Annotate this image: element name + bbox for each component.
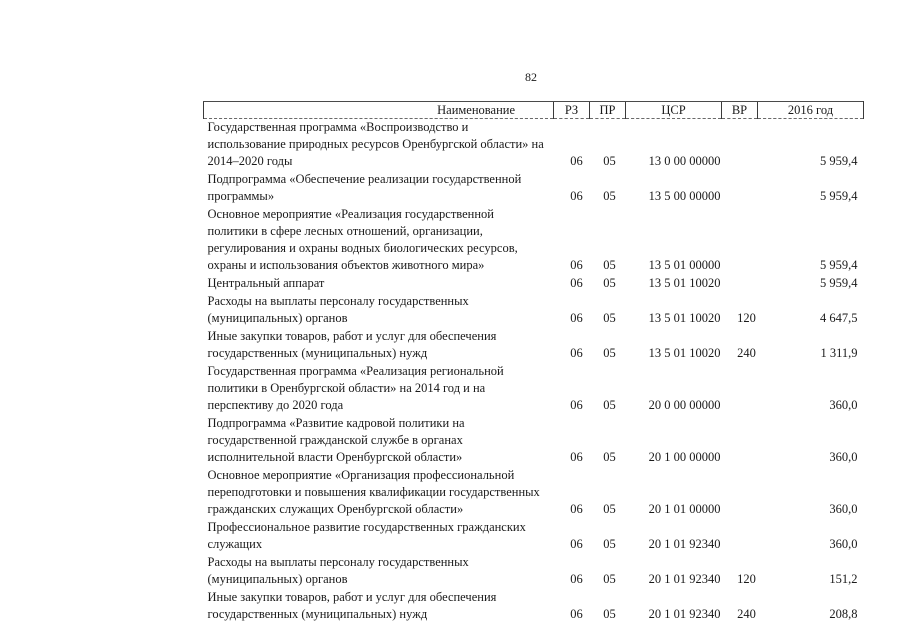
row-rz: 06 (570, 450, 583, 464)
row-name: Расходы на выплаты персоналу государственных (муниципальных) органов (207, 294, 469, 325)
row-pr: 05 (603, 502, 616, 516)
table-row (204, 363, 864, 415)
page-number: 82 (525, 70, 537, 84)
row-rz: 06 (570, 398, 583, 412)
header-vr: ВР (722, 102, 758, 119)
table-row (204, 554, 864, 589)
row-vr: 120 (737, 572, 756, 586)
row-name: Основное мероприятие «Организация профессиональной переподготовки и повышения квалификации государственных гражданских служащих Оренбургской области» (207, 468, 540, 516)
row-name: Иные закупки товаров, работ и услуг для обеспечения государственных (муниципальных) нужд (207, 329, 497, 360)
header-rz: РЗ (554, 102, 590, 119)
row-sum: 5 959,4 (820, 258, 858, 272)
row-sum: 208,8 (829, 607, 858, 621)
row-pr: 05 (603, 258, 616, 272)
row-pr: 05 (603, 398, 616, 412)
row-csr: 13 5 00 00000 (648, 189, 721, 203)
row-csr: 13 5 01 10020 (648, 276, 721, 290)
header-sum: 2016 год (758, 102, 864, 119)
row-pr: 05 (603, 450, 616, 464)
row-csr: 13 5 01 10020 (648, 346, 721, 360)
header-row (204, 102, 864, 119)
row-rz: 06 (570, 189, 583, 203)
row-name: Подпрограмма «Обеспечение реализации государственной программы» (207, 172, 522, 203)
row-csr: 20 1 00 00000 (648, 450, 721, 464)
table-row (204, 206, 864, 275)
table-row (204, 589, 864, 624)
row-vr (722, 171, 758, 206)
row-csr: 20 1 01 00000 (648, 502, 721, 516)
row-csr: 13 5 01 10020 (648, 311, 721, 325)
row-name: Основное мероприятие «Реализация государственной политики в сфере лесных отношений, организации, регулирования и охраны водных биологических ресурсов, охраны и использования объектов животного мира» (207, 207, 518, 272)
row-name: Расходы на выплаты персоналу государственных (муниципальных) органов (207, 555, 469, 586)
row-vr: 240 (737, 346, 756, 360)
row-csr: 20 1 01 92340 (648, 537, 721, 551)
row-pr: 05 (603, 607, 616, 621)
row-sum: 360,0 (829, 537, 858, 551)
row-csr: 13 0 00 00000 (648, 154, 721, 168)
row-pr: 05 (603, 311, 616, 325)
row-rz: 06 (570, 502, 583, 516)
row-sum: 151,2 (829, 572, 858, 586)
table-row (204, 519, 864, 554)
row-vr: 240 (737, 607, 756, 621)
row-vr (722, 519, 758, 554)
table-row (204, 275, 864, 293)
row-name: Государственная программа «Воспроизводство и использование природных ресурсов Оренбургской области» на 2014–2020 годы (207, 120, 544, 168)
row-sum: 5 959,4 (820, 276, 858, 290)
row-sum: 360,0 (829, 450, 858, 464)
row-csr: 20 1 01 92340 (648, 572, 721, 586)
row-vr (722, 467, 758, 519)
row-rz: 06 (570, 572, 583, 586)
row-vr: 120 (737, 311, 756, 325)
row-rz: 06 (570, 258, 583, 272)
table-row (204, 119, 864, 172)
row-pr: 05 (603, 189, 616, 203)
row-pr: 05 (603, 346, 616, 360)
row-csr: 20 0 00 00000 (648, 398, 721, 412)
header-name: Наименование (204, 102, 554, 119)
row-csr: 13 5 01 00000 (648, 258, 721, 272)
row-pr: 05 (603, 154, 616, 168)
header-pr: ПР (590, 102, 626, 119)
row-name: Центральный аппарат (207, 276, 325, 290)
row-vr (722, 119, 758, 172)
table-row (204, 467, 864, 519)
row-name: Иные закупки товаров, работ и услуг для обеспечения государственных (муниципальных) нужд (207, 590, 497, 621)
row-vr (722, 415, 758, 467)
budget-table (203, 101, 864, 624)
row-rz: 06 (570, 346, 583, 360)
row-rz: 06 (570, 154, 583, 168)
row-pr: 05 (603, 537, 616, 551)
table-row (204, 328, 864, 363)
table-row (204, 415, 864, 467)
row-sum: 360,0 (829, 398, 858, 412)
table-row (204, 171, 864, 206)
row-rz: 06 (570, 276, 583, 290)
row-pr: 05 (603, 572, 616, 586)
row-vr (722, 275, 758, 293)
row-sum: 5 959,4 (820, 189, 858, 203)
row-name: Государственная программа «Реализация региональной политики в Оренбургской области» на 2014 год и на перспективу до 2020 года (207, 364, 504, 412)
row-sum: 5 959,4 (820, 154, 858, 168)
row-pr: 05 (603, 276, 616, 290)
row-name: Подпрограмма «Развитие кадровой политики на государственной гражданской службе в органах исполнительной власти Оренбургской области» (207, 416, 465, 464)
row-sum: 360,0 (829, 502, 858, 516)
table-body (204, 119, 864, 625)
table-header (204, 102, 864, 119)
row-vr (722, 363, 758, 415)
row-rz: 06 (570, 537, 583, 551)
row-sum: 4 647,5 (820, 311, 858, 325)
header-csr: ЦСР (626, 102, 722, 119)
row-rz: 06 (570, 607, 583, 621)
row-sum: 1 311,9 (820, 346, 858, 360)
row-rz: 06 (570, 311, 583, 325)
table-row (204, 293, 864, 328)
row-name: Профессиональное развитие государственных гражданских служащих (207, 520, 526, 551)
row-csr: 20 1 01 92340 (648, 607, 721, 621)
row-vr (722, 206, 758, 275)
